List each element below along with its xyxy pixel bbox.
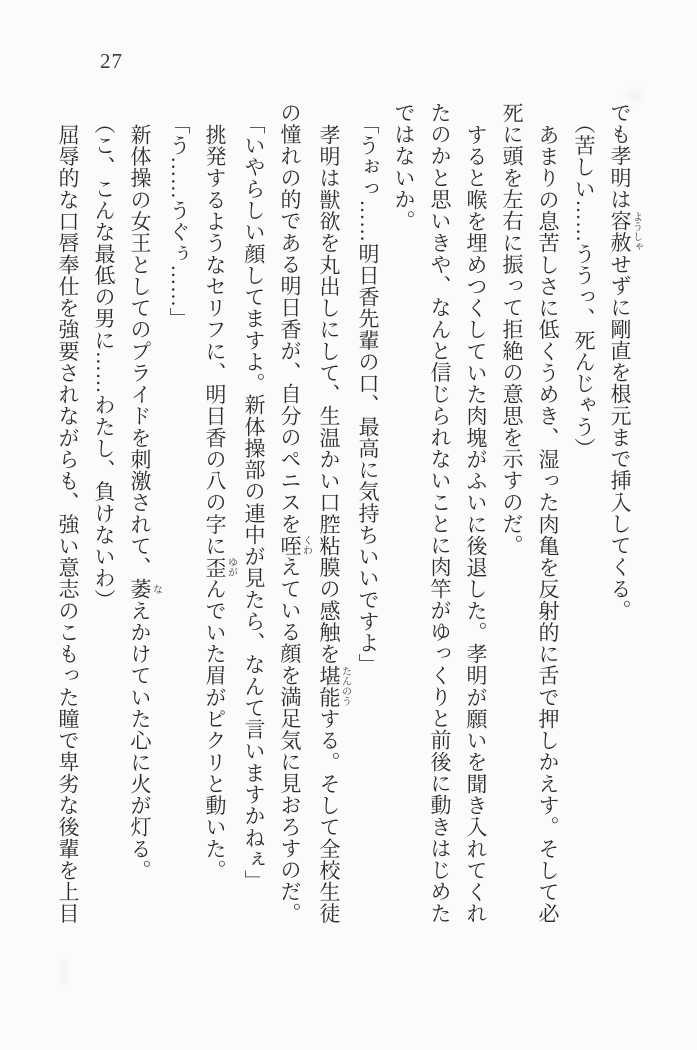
ruby-base: 萎 [128, 578, 152, 600]
ruby-base: 容赦 [608, 210, 632, 254]
text-line: 新体操の女王としてのプライドを刺激されて、萎なえかけていた心に火が灯る。 [128, 124, 162, 882]
text-block [50, 102, 641, 962]
ruby-text: くわ [300, 534, 312, 557]
furigana-ruby [128, 578, 162, 600]
ruby-base: 咥 [278, 534, 302, 557]
text-line: 屈辱的な口唇奉仕を強要されながらも、強い意志のこもった瞳で卑劣な後輩を上目 [56, 124, 80, 925]
ruby-text: ようしゃ [630, 210, 642, 254]
page-number: 27 [100, 49, 123, 73]
text-line: すると喉を埋めつくしていた肉塊がふいに後退した。孝明が願いを聞き入れてくれ [464, 124, 488, 925]
ruby-base: 堪能 [317, 664, 341, 709]
text-line: 「うぉっ……明日香先輩の口、最高に気持ちいいですよ」 [356, 113, 380, 676]
text-line: たのかと思いきや、なんと信じられないことに肉竿がゆっくりと前後に動きはじめた [428, 102, 452, 924]
ruby-text: たんのう [339, 664, 351, 708]
text-line: 死に頭を左右に振って拒絶の意思を示すのだ。 [500, 102, 524, 557]
scan-artifact [628, 90, 642, 100]
furigana-ruby [278, 534, 312, 557]
text-line: あまりの息苦しさに低くうめき、湿った肉亀を反射的に舌で押しかえす。そして必 [536, 124, 560, 925]
text-line: ではないか。 [392, 102, 416, 232]
text-line: でも孝明は容赦ようしゃせずに剛直を根元まで挿入してくる。 [608, 102, 642, 622]
text-line: 「う……うぐぅ……」 [167, 113, 191, 330]
furigana-ruby [317, 664, 351, 709]
text-line: 孝明は獣欲を丸出しにして、生温かい口腔粘膜の感触を堪能たんのうする。そして全校生徒 [317, 124, 351, 925]
text-line: （苦しい……ううっ、死んじゃう） [572, 113, 596, 460]
text-line: 挑発するようなセリフに、明日香の八の字に歪ゆがんでいた眉がピクリと動いた。 [203, 124, 237, 882]
ruby-text: ゆが [225, 556, 237, 579]
ruby-base: 歪 [203, 556, 227, 579]
furigana-ruby [608, 210, 642, 254]
furigana-ruby [203, 556, 237, 579]
text-line: （こ、こんな最低の男に……わたし、負けないわ） [92, 113, 116, 611]
ruby-text: な [150, 578, 162, 600]
text-line: 「いやらしい顔してますよ。新体操部の連中が見たら、なんて言いますかねぇ」 [242, 113, 266, 892]
text-line: の憧れの的である明日香が、自分のペニスを咥くわえている顔を満足気に見おろすのだ。 [278, 102, 312, 924]
